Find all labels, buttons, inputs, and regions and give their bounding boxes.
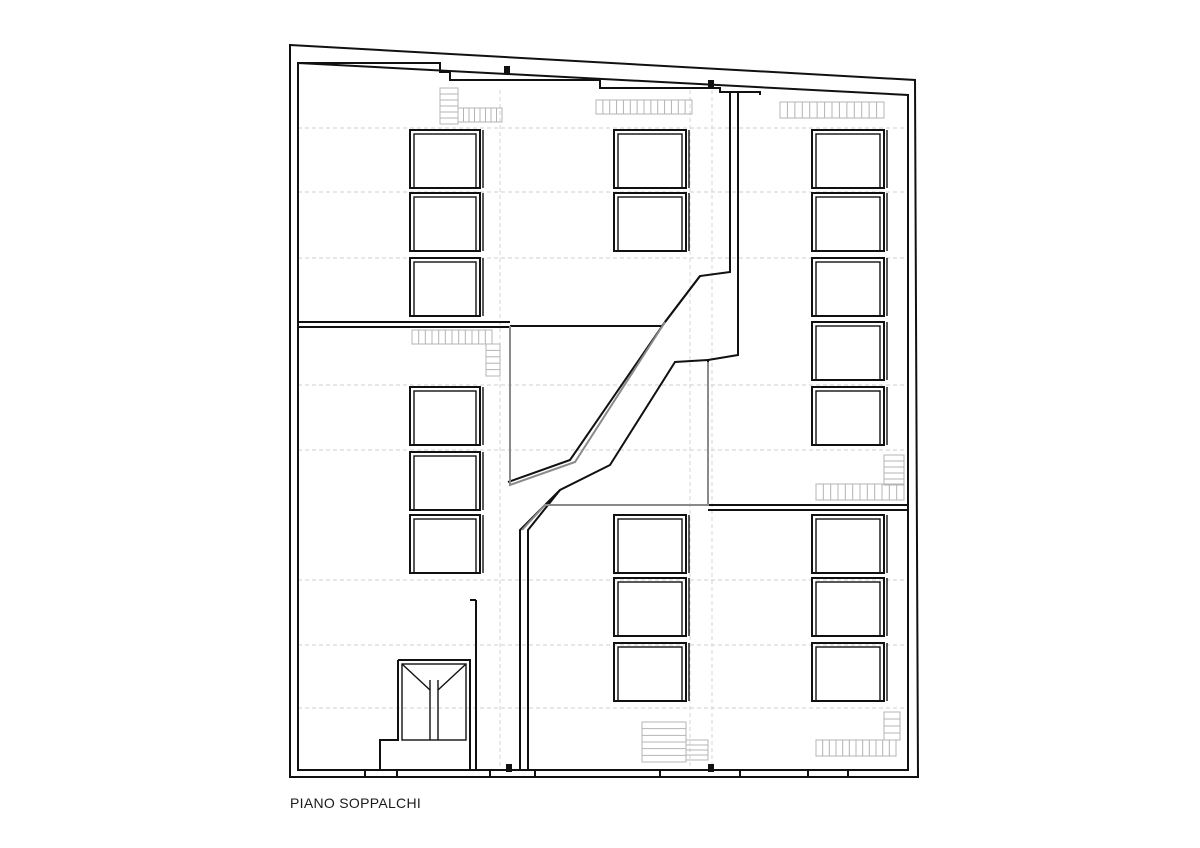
- stair-flight: [686, 740, 708, 760]
- stair-flight: [412, 330, 492, 344]
- stair-flight: [596, 100, 692, 114]
- loft-unit: [410, 387, 483, 445]
- wall-stair-core: [398, 660, 470, 770]
- loft-unit: [812, 258, 887, 316]
- loft-unit: [410, 193, 483, 251]
- stair-flight: [486, 344, 500, 376]
- loft-unit: [614, 193, 689, 251]
- plan-caption: PIANO SOPPALCHI: [290, 795, 422, 811]
- loft-unit: [410, 258, 483, 316]
- stair-flight: [458, 108, 502, 122]
- loft-unit: [614, 130, 689, 188]
- corridor-outline: [510, 322, 708, 530]
- loft-unit: [812, 643, 887, 701]
- loft-unit: [812, 130, 887, 188]
- loft-unit: [410, 130, 483, 188]
- stairs: [412, 88, 904, 762]
- facade-openings: [365, 770, 848, 777]
- loft-unit: [812, 322, 887, 380]
- loft-unit: [812, 578, 887, 636]
- stair-flight: [816, 484, 904, 500]
- stair-flight: [884, 455, 904, 485]
- wall-central-upper: [510, 92, 730, 326]
- loft-unit: [614, 515, 689, 573]
- loft-unit: [410, 515, 483, 573]
- loft-unit: [812, 515, 887, 573]
- stair-flight: [440, 88, 458, 124]
- loft-unit: [812, 387, 887, 445]
- loft-unit: [410, 452, 483, 510]
- stair-flight: [642, 722, 686, 762]
- loft-units: [410, 130, 887, 701]
- loft-unit: [614, 578, 689, 636]
- stair-flight: [780, 102, 884, 118]
- main-stair: [402, 664, 466, 740]
- loft-unit: [812, 193, 887, 251]
- loft-unit: [614, 643, 689, 701]
- stair-flight: [884, 712, 900, 740]
- stair-flight: [816, 740, 896, 756]
- wall-diagonal: [508, 276, 700, 482]
